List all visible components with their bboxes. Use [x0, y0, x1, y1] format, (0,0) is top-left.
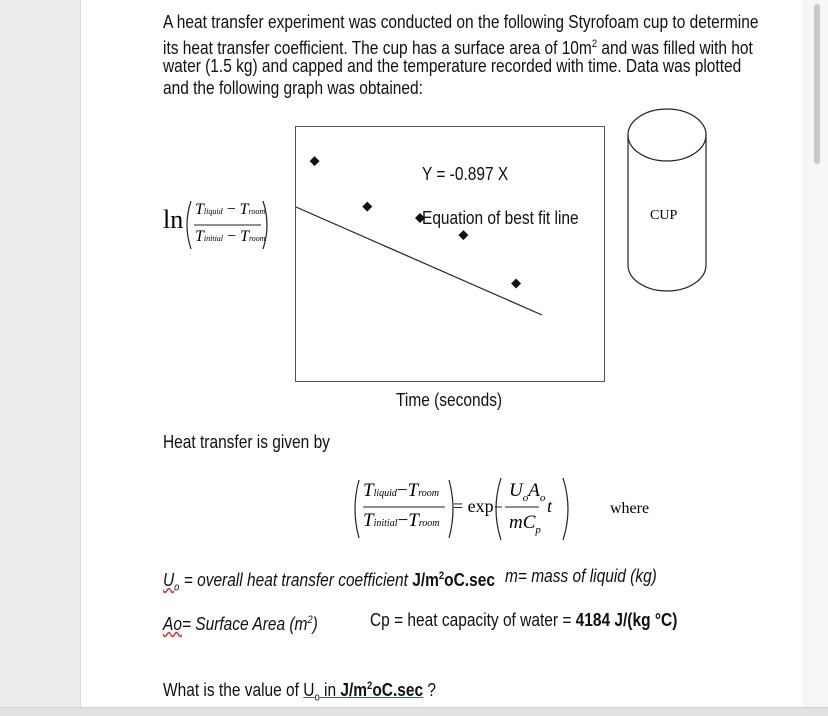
data-point-2: [362, 202, 372, 212]
chart-annotation: Equation of best fit line: [422, 208, 579, 228]
cp-definition: Cp = heat capacity of water = 4184 J/(kg °C): [370, 610, 678, 630]
y-axis-label: [163, 197, 275, 253]
heat-transfer-text: Heat transfer is given by: [163, 432, 330, 452]
vertical-scrollbar-track[interactable]: [802, 0, 828, 708]
question-uo: $U_o$ in $J/m^2oC.\sec$: [303, 680, 424, 704]
cup-label: CUP: [650, 208, 678, 223]
ln-symbol: ln: [163, 205, 184, 234]
uo-symbol: $U_o$: [163, 570, 180, 594]
intro-line-2: its heat transfer coefficient. The cup has a surface area of $10m^2$ and was filled with hot: [163, 38, 753, 58]
intro-paragraph: [163, 12, 758, 100]
data-point-1: [310, 156, 320, 166]
intro-line-4: and the following graph was obtained:: [163, 78, 423, 98]
cup-drawing: [626, 106, 710, 296]
ao-definition: Ao= Surface Area $(m^2)$: [163, 614, 318, 634]
data-point-4: [458, 230, 468, 240]
scroll-thumb[interactable]: [814, 4, 820, 164]
mass-definition: m= mass of liquid (kg): [505, 566, 657, 586]
y-label-denominator: Tinitial − Troom: [195, 228, 266, 245]
heat-transfer-formula: [353, 474, 573, 544]
question-text: What is the value of $U_o$ in $J/m^2oC.\sec$ ?: [163, 680, 436, 704]
intro-line-3: water (1.5 kg) and capped and the temperature recorded with time. Data was plotted: [163, 56, 742, 76]
formula-rate-numerator: $U_oA_o$: [509, 480, 546, 504]
intro-line-1: A heat transfer experiment was conducted on the following Styrofoam cup to determine: [163, 12, 759, 32]
chart-x-axis-label: Time (seconds): [396, 390, 503, 410]
y-label-numerator: Tliquid − Troom: [195, 201, 266, 218]
chart-equation: Y = -0.897 X: [422, 164, 509, 184]
data-point-5: [511, 278, 521, 288]
formula-denominator: Tinitial−Troom: [363, 510, 440, 531]
formula-time: t: [547, 496, 553, 516]
formula-numerator: Tliquid−Troom: [363, 480, 439, 501]
uo-definition: $U_o$ = overall heat transfer coefficient $J/m^2oC.\sec$: [163, 570, 495, 594]
bottom-status-bar: [0, 707, 828, 716]
formula-exp: = exp: [453, 496, 494, 516]
formula-where: where: [610, 500, 650, 517]
formula-rate-denominator: $mC_p$: [509, 512, 541, 536]
